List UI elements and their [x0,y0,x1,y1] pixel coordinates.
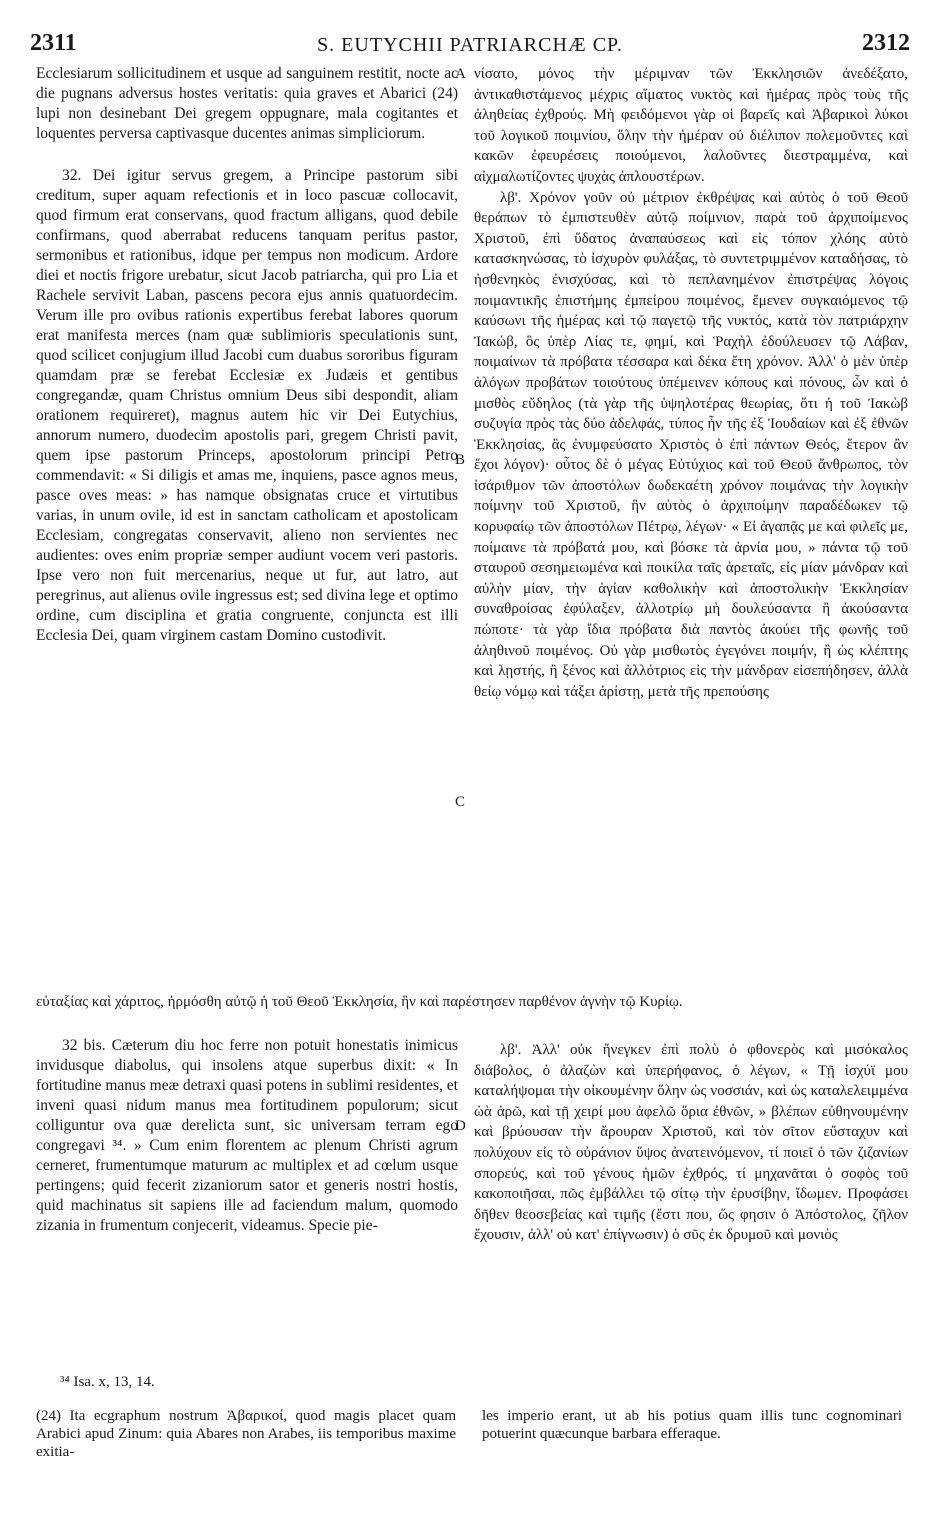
scripture-footnote: ³⁴ Isa. x, 13, 14. [60,1374,155,1390]
greek-column-bottom [474,1040,908,1246]
greek-spanning-text: εὐταξίας καὶ χάριτος, ἡρμόσθη αὐτῷ ἡ τοῦ Θεοῦ Ἐκκλησία, ἣν καὶ παρέστησεν παρθένον ἁγνὴν τῷ Κυρίῳ. [36,994,683,1010]
greek-paragraph-32-bis: λβ'. Ἀλλ' οὐκ ἤνεγκεν ἐπὶ πολὺ ὁ φθονερὸς καὶ μισόκαλος διάβολος, ὁ ἀλαζὼν καὶ ὑπερήφανος, ὁ λέγων, « Τῇ ἰσχύϊ μου καταλήψομαι τὴν οἰκουμένην ὅλην ὡς νοσσιάν, καὶ ὡς καταλελειμμένα ὠὰ ἀρῶ, καὶ τῇ χειρί μου ἀφελῶ ὅρια ἐθνῶν, » βλέπων εὐθηνουμένην καὶ βρύουσαν τὴν ἄρουραν Χριστοῦ, καὶ τὸν σῖτον εὔσταχυν καὶ πολύχουν εἰς τὸ οὐράνιον ὕψος ἀνατεινόμενον, τί ποιεῖ ὁ τῶν ζιζανίων σπορεύς, καὶ τοῦ γένους ἡμῶν ἐχθρός, τί μηχανᾶται ὁ σοφὸς τοῦ κακοποιῆσαι, πῶς ἐμβάλλει τῷ σίτῳ τὴν ἐρυσίβην, ἴδωμεν. Προφάσει δῆθεν θεοσεβείας καὶ τιμῆς (ἔστι που, ὥς φησιν ὁ Ἀπόστολος, ζῆλον ἔχουσιν, ἀλλ' οὐ κατ' ἐπίγνωσιν) ὁ σῦς ἐκ δρυμοῦ καὶ μονιὸς [474,1042,908,1244]
margin-marker-c: C [455,794,466,810]
editor-note-left: (24) Ita ecgraphum nostrum Ἀβαρικοί, quod magis placet quam Arabici apud Zinum: quia Abares non Arabes, iis temporibus maxime exitia- [36,1408,456,1460]
margin-marker-a: A [455,66,466,82]
running-title: S. EUTYCHII PATRIARCHÆ CP. [317,34,623,56]
greek-paragraph-31-end: νίσατο, μόνος τὴν μέριμναν τῶν Ἐκκλησιῶν ἀνεδέξατο, ἀντικαθιστάμενος μέχρις αἵματος νυκτὸς καὶ ἡμέρας πρὸς τοὺς τῆς ἀληθείας ἐχθρούς. Μὴ φειδόμενοι γὰρ οἱ βαρεῖς καὶ Ἀβαρικοὶ λύκοι τοῦ λογικοῦ ποιμνίου, ὅλην τὴν ἡμέραν οὐ διέλιπον πολεμοῦντες καὶ κακῶν ἐφευρέσεις ποιούμενοι, λαλοῦντες διεστραμμένα, καὶ αἰχμαλωτίζοντες ψυχὰς ἁπλουστέρων. [474,66,908,185]
latin-paragraph-32: 32. Dei igitur servus gregem, a Principe pastorum sibi creditum, super aquam refectionis et in loco pascuæ collocavit, quod firmum erat conservans, quod fractum alligans, quod debile confirmans, quod aberrabat reducens tanquam peritus pastor, sermonibus et rationibus, idque per tempus non modicum. Ardore diei et noctis frigore urebatur, sicut Jacob patriarcha, qui pro Lia et Rachele servivit Laban, pascens pecora ejus annis quatuordecim. Verum ille pro ovibus rationis expertibus ferebat labores quorum erat manifesta merces (nam quæ sublimioris speculationis sunt, quod scilicet conjugium illud Jacobi cum duabus sororibus figuram quamdam præ se ferebat Ecclesiæ ex Judæis et gentibus congregandæ, quam Christus omnium Deus sibi despondit, aliam orationem requireret), magnus autem hic vir Dei Eutychius, annorum numero, duodecim apostolis pari, gregem Christi pavit, quem ipse pastorum Princeps, apostolorum principi Petro commendavit: « Si diligis et amas me, inquiens, pasce agnos meus, pasce oves meas: » has namque obsignatas cruce et virtutibus varias, in unum ovile, id est in sanctam catholicam et apostolicam Ecclesiam, congregatas conservavit, alieno non servientes nec audientes: oves enim propriæ semper audiunt vocem veri pastoris. Ipse vero non fuit mercenarius, neque ut fur, aut latro, aut peregrinus, aut alienus ovile ingressus est; sed divina lege et optimo ordine, cum disciplina et gratia congruente, conjuncta est illi Ecclesia Dei, quam virginem castam Domino custodivit. [36,167,458,644]
editor-note-right: les imperio erant, ut ab his potius quam illis tunc cognominari potuerint quæcunque barbara efferaque. [482,1408,902,1442]
spanning-greek-line [36,992,908,1012]
greek-paragraph-32: λβ'. Χρόνον γοῦν οὐ μέτριον ἐκθρέψας καὶ αὐτὸς ὁ τοῦ Θεοῦ θεράπων τὸ ἐμπιστευθὲν αὐτῷ ποίμνιον, παρὰ τοῦ ἀρχιποίμενος Χριστοῦ, ἐπὶ ὕδατος ἀναπαύσεως καὶ εἰς τόπον χλόης αὐτὸ κατασκηνώσας, τὸ ἰσχυρὸν φυλάξας, τὸ συντετριμμένον καταδήσας, τὸ ἠσθενηκὸς ἐνισχύσας, καὶ τὸ πεπλανημένον ἐπιστρέψας λόγοις ποιμαντικῆς ἐπιστήμης ἐμπείρου ποιμένος, ἔμενεν συγκαιόμενος τῷ καύσωνι τῆς ἡμέρας καὶ τῷ παγετῷ τῆς νυκτός, κατὰ τὸν πατριάρχην Ἰακώβ, ὃς ὑπὲρ Λίας τε, φημί, καὶ Ῥαχὴλ ἐδούλευσεν τῷ Λάβαν, ποιμαίνων τὰ πρόβατα τέσσαρα καὶ δέκα ἔτη χρόνον. Ἀλλ' ὁ μὲν ὑπὲρ ἀλόγων προβάτων τοιούτους ὑπέμεινεν κόπους καὶ πόνους, ὧν καὶ ὁ μισθὸς εὔδηλος (τὰ γὰρ τῆς ὑψηλοτέρας θεωρίας, ὅτι ἡ τοῦ Ἰακὼβ συζυγία πρὸς τὰς δύο ἀδελφάς, τύπος ἦν τῆς ἐξ Ἰουδαίων καὶ ἐξ ἐθνῶν Ἐκκλησίας, ἃς ἐνυμφεύσατο Χριστὸς ὁ ἐπὶ πάντων Θεός, ἕτερον ἂν ἔχοι λόγον)· οὗτος δὲ ὁ μέγας Εὐτύχιος καὶ τοῦ Θεοῦ ἄνθρωπος, τὸν ἰσάριθμον τῶν ἀποστόλων δωδεκαέτη χρόνον ποιμάνας τὴν λογικὴν ποίμνην τοῦ Χριστοῦ, ἣν αὐτὸς ὁ ἀρχιποίμην παραδέδωκεν τῷ κορυφαίῳ τῶν ἀποστόλων Πέτρῳ, λέγων· « Εἰ ἀγαπᾷς με καὶ φιλεῖς με, ποίμαινε τὰ πρόβατά μου, καὶ βόσκε τὰ ἀρνία μου, » πάντα τῷ τοῦ σταυροῦ σεσημειωμένα καὶ ποικίλα ταῖς ἀρεταῖς, εἰς μίαν μάνδραν καὶ αὐλὴν μίαν, τὴν ἁγίαν καθολικὴν καὶ ἀποστολικὴν Ἐκκλησίαν συναθροίσας ἐφύλαξεν, ἀλλοτρίῳ μὴ δουλεύσαντα ἢ ἀκούσαντα πώποτε· τὰ γὰρ ἴδια πρόβατα διὰ παντὸς ἀκούει τῆς φωνῆς τοῦ ἀληθινοῦ ποιμένος. Οὐ γὰρ μισθωτὸς ἐγεγόνει ποιμήν, ἢ ὡς κλέπτης καὶ λῃστής, ἢ ξένος καὶ ἀλλότριος εἰς τὴν μάνδραν εἰσεπήδησεν, ἀλλὰ θείῳ νόμῳ καὶ τάξει ἀρίστῃ, μετὰ τῆς πρεπούσης [474,189,908,700]
latin-column-bottom [36,1036,458,1236]
latin-paragraph-32-bis: 32 bis. Cæterum diu hoc ferre non potuit honestatis inimicus invidusque diabolus, qui insolens atque superbus dixit: « In fortitudine manus meæ detraxi quasi potens in sublimi residentes, et inveni quasi nidum manus mea fortitudinem populorum; sicut colliguntur ova quæ derelicta sunt, sic universam terram ego congregavi ³⁴. » Cum enim florentem ac plenum Christi agrum cerneret, frumentumque maturum ac multiplex et ad cœlum usque pertingens; quid fecerit zizaniorum sator et generis nostri hostis, quid machinatus sit sapiens ille ad faciendum malum, quomodo zizania in frumentum conjecerit, videamus. Specie pie- [36,1037,458,1234]
left-page-number: 2311 [30,30,77,56]
margin-marker-b: B [455,452,466,468]
greek-column-top [474,64,908,702]
latin-paragraph-31-end: Ecclesiarum sollicitudinem et usque ad sanguinem restitit, nocte ac die pugnans adversus hostes veritatis: quia graves et Abarici (24) lupi non desinebant Dei gregem oppugnare, mala cogitantes et loquentes perversa captivasque ducentes animas simpliciorum. [36,65,458,142]
margin-marker-d: D [455,1118,466,1134]
latin-column-top [36,64,458,646]
right-page-number: 2312 [862,30,910,56]
running-header [30,30,910,60]
